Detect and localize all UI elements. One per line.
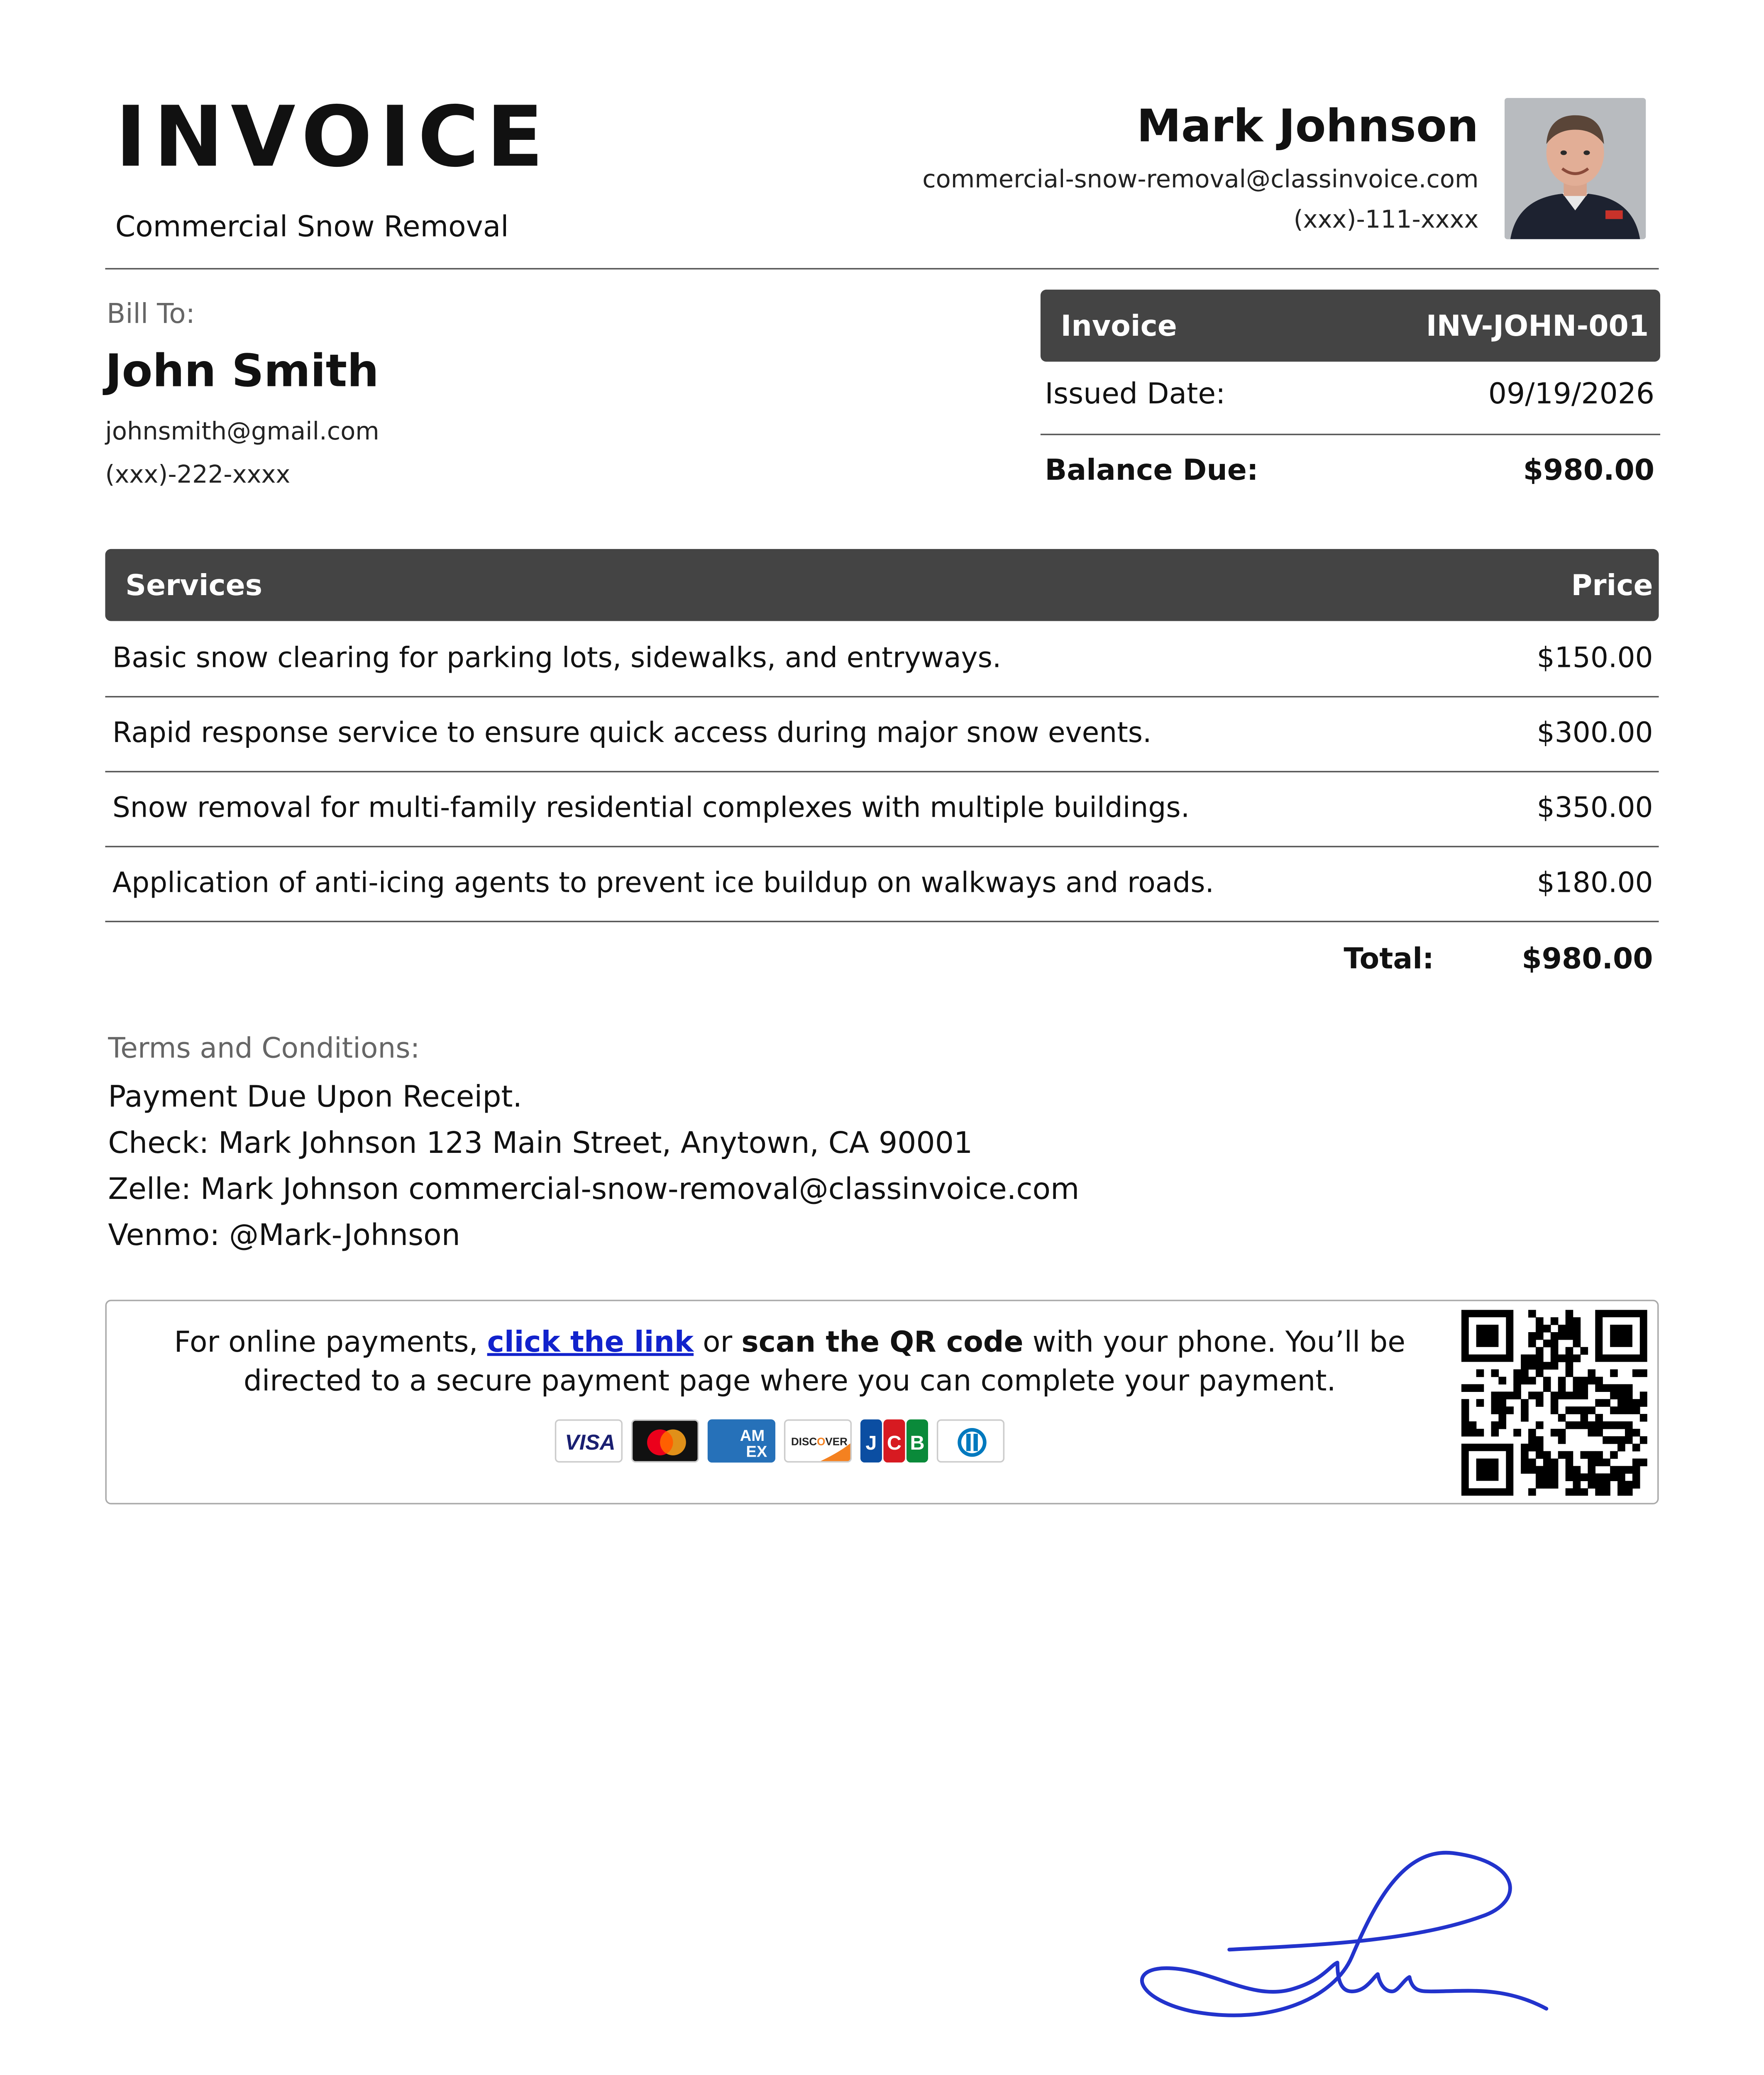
issued-date-value: 09/19/2026 [1488,376,1655,411]
discover-icon [784,1419,852,1462]
svg-text:J: J [865,1432,877,1455]
terms-line: Venmo: @Mark-Johnson [108,1218,460,1252]
terms-label: Terms and Conditions: [108,1032,420,1065]
invoice-label: Invoice [1060,308,1177,343]
signature [1136,1841,1568,2058]
payment-instructions [127,1323,1453,1400]
owner-photo [1505,98,1646,239]
header-divider [105,268,1659,269]
terms-line: Zelle: Mark Johnson commercial-snow-removal@classinvoice.com [108,1171,1080,1206]
service-price: $300.00 [1537,716,1653,749]
svg-text:DISCOVER: DISCOVER [791,1435,848,1448]
payment-qr-code[interactable] [1461,1310,1647,1496]
service-description: Rapid response service to ensure quick access during major snow events. [112,716,1152,749]
payment-link[interactable]: click the link [487,1324,694,1359]
issued-date-label: Issued Date: [1045,376,1226,411]
price-column-header: Price [1571,568,1653,603]
service-price: $350.00 [1537,791,1653,825]
owner-block [922,101,1478,235]
visa-icon [555,1419,623,1462]
client-email: johnsmith@gmail.com [105,417,379,447]
service-description: Application of anti-icing agents to prevent ice buildup on walkways and roads. [112,866,1214,899]
table-row [105,696,1659,772]
service-description: Snow removal for multi-family residential complexes with multiple buildings. [112,791,1190,825]
svg-text:VISA: VISA [565,1431,616,1455]
balance-due-row [1041,441,1660,498]
business-subtitle: Commercial Snow Removal [115,209,509,244]
payment-text-rest: with your phone. You’ll be directed to a secure payment page where you can complete your payment. [243,1324,1405,1398]
total-value: $980.00 [1522,941,1653,976]
svg-text:C: C [887,1432,902,1455]
service-description: Basic snow clearing for parking lots, sidewalks, and entryways. [112,641,1002,674]
owner-name: Mark Johnson [1136,101,1479,153]
balance-due-label: Balance Due: [1045,452,1258,487]
owner-phone: (xxx)-111-xxxx [1293,206,1479,235]
payment-text-intro: For online payments, [174,1324,487,1359]
issued-date-row [1041,364,1660,422]
amex-icon [708,1419,775,1462]
qr-instruction: scan the QR code [741,1324,1024,1359]
meta-divider [1041,434,1660,435]
svg-text:AM: AM [740,1427,765,1445]
services-table-header [105,549,1659,621]
jcb-icon [860,1419,928,1462]
terms-line: Payment Due Upon Receipt. [108,1079,523,1114]
svg-text:B: B [910,1432,925,1455]
client-name: John Smith [105,346,379,398]
client-phone: (xxx)-222-xxxx [105,461,291,490]
services-column-header: Services [125,568,263,603]
owner-email: commercial-snow-removal@classinvoice.com [922,166,1479,195]
service-price: $180.00 [1537,866,1653,899]
mastercard-icon [631,1419,699,1462]
invoice-number: INV-JOHN-001 [1426,308,1649,343]
terms-line: Check: Mark Johnson 123 Main Street, Anytown, CA 90001 [108,1125,973,1160]
diners-icon [937,1419,1004,1462]
service-price: $150.00 [1537,641,1653,674]
table-row [105,846,1659,922]
invoice-number-bar [1041,290,1660,362]
invoice-title: INVOICE [115,88,551,186]
table-row [105,771,1659,847]
table-row [105,621,1659,698]
total-label: Total: [1344,941,1434,976]
payment-text-or: or [694,1324,742,1359]
balance-due-value: $980.00 [1523,452,1655,487]
bill-to-label: Bill To: [106,298,195,330]
svg-text:EX: EX [746,1443,767,1461]
